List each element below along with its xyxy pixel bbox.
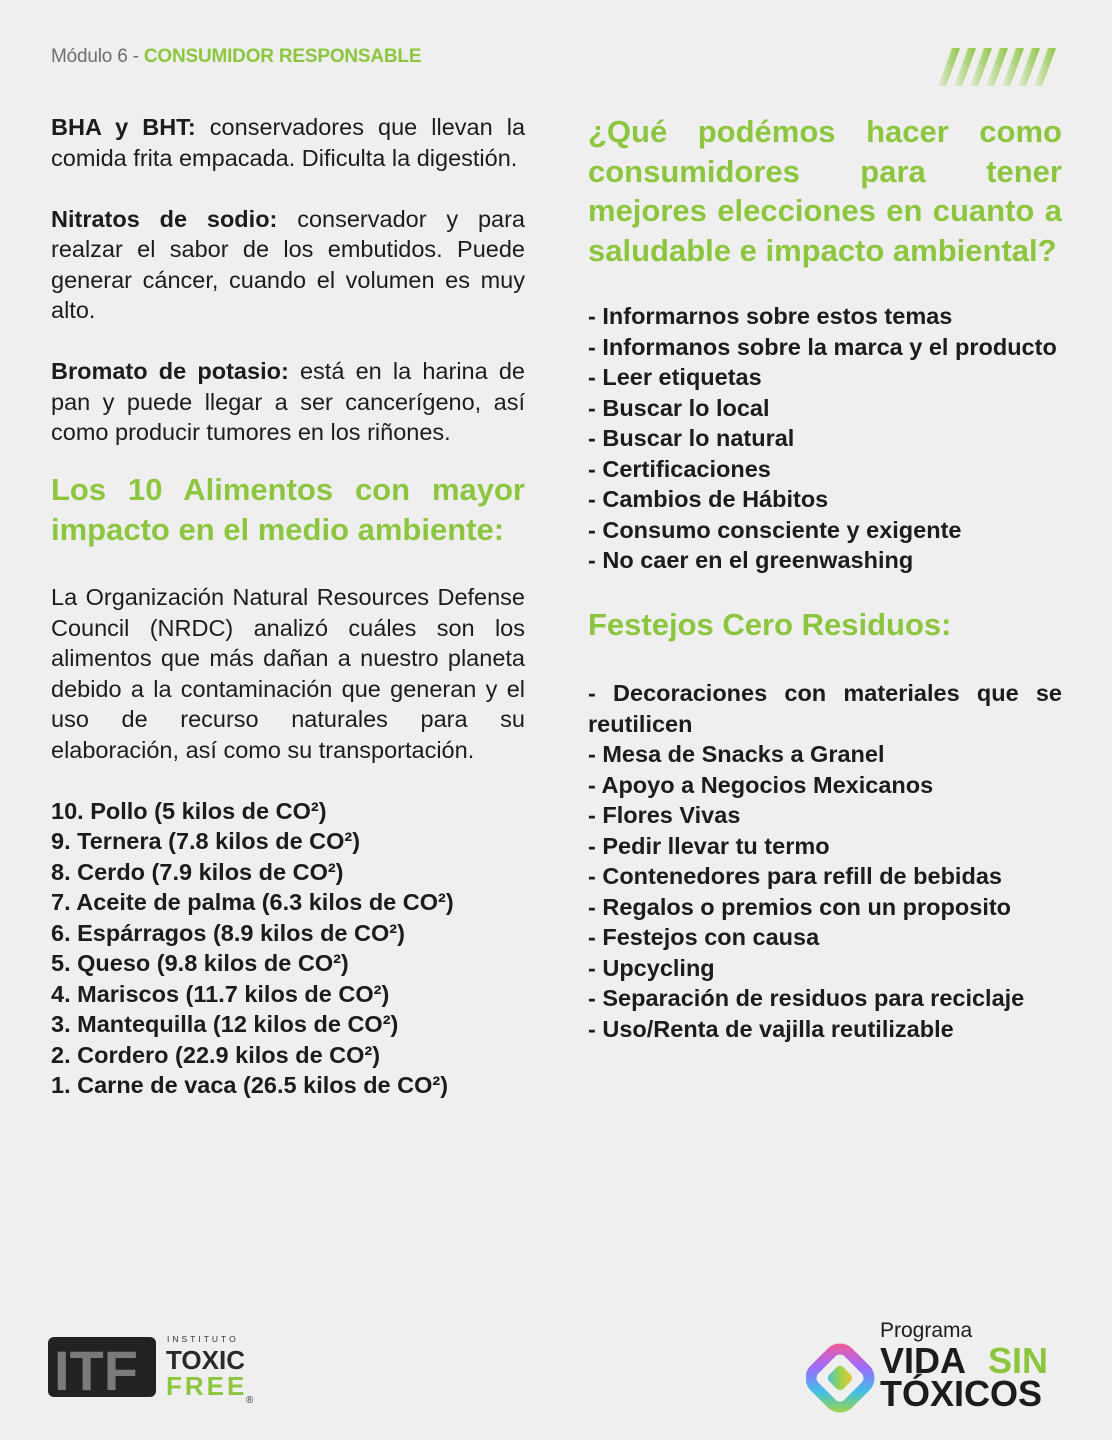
svg-text:®: ®: [246, 1395, 254, 1406]
decorative-stripes-icon: [924, 48, 1064, 86]
svg-text:SIN: SIN: [988, 1340, 1049, 1381]
additive-bha-bht: BHA y BHT: conservadores que llevan la comida frita empacada. Dificulta la digestión.: [51, 114, 526, 171]
list-item: - Buscar lo local: [588, 394, 770, 421]
list-item: - Apoyo a Negocios Mexicanos: [588, 771, 934, 798]
left-column: [51, 112, 525, 1101]
list-item: - Pedir llevar tu termo: [588, 832, 830, 859]
list-item: 10. Pollo (5 kilos de CO²): [51, 797, 327, 824]
svg-text:ITF: ITF: [54, 1339, 138, 1402]
list-item: - Mesa de Snacks a Granel: [588, 741, 885, 767]
vida-sin-toxicos-logo: [806, 1318, 1076, 1414]
list-item: 9. Ternera (7.8 kilos de CO²): [51, 828, 361, 854]
party-list: [588, 678, 1062, 1044]
list-item: - No caer en el greenwashing: [588, 547, 914, 573]
list-item: - Certificaciones: [588, 455, 771, 482]
list-item: - Separación de residuos para reciclaje: [588, 985, 1025, 1011]
svg-text:VIDA: VIDA: [880, 1340, 967, 1381]
list-item: - Buscar lo natural: [588, 425, 795, 451]
svg-text:FREE: FREE: [166, 1371, 248, 1401]
list-item: 4. Mariscos (11.7 kilos de CO²): [51, 980, 390, 1007]
right-column: [588, 112, 1062, 1044]
list-item: - Festejos con causa: [588, 924, 820, 950]
list-item: - Decoraciones con materiales que se reutilicen: [588, 680, 1062, 737]
module-separator: -: [127, 46, 144, 67]
list-item: 5. Queso (9.8 kilos de CO²): [51, 950, 349, 976]
module-label: Módulo 6: [51, 46, 128, 67]
svg-text:Programa: Programa: [880, 1319, 973, 1342]
list-item: - Flores Vivas: [588, 802, 741, 828]
list-item: 7. Aceite de palma (6.3 kilos de CO²): [51, 889, 454, 915]
list-item: - Uso/Renta de vajilla reutilizable: [588, 1015, 954, 1042]
list-item: - Leer etiquetas: [588, 364, 762, 390]
list-item: - Consumo consciente y exigente: [588, 516, 962, 543]
list-item: - Informanos sobre la marca y el producto: [588, 333, 1057, 360]
list-item: 2. Cordero (22.9 kilos de CO²): [51, 1041, 381, 1068]
additive-bromato: Bromato de potasio: está en la harina de pan y puede llegar a ser cancerígeno, así como producir tumores en los riñones.: [51, 358, 526, 445]
list-item: - Upcycling: [588, 954, 715, 981]
section-title: CONSUMIDOR RESPONSABLE: [143, 46, 422, 67]
list-item: - Regalos o premios con un proposito: [588, 893, 1012, 920]
actions-list: [588, 301, 1062, 576]
question-heading: ¿Qué podémos hacer como consumidores para tener mejores elecciones en cuanto a saludable e impacto ambiental?: [588, 114, 1062, 268]
list-item: 1. Carne de vaca (26.5 kilos de CO²): [51, 1072, 449, 1098]
list-item: - Contenedores para refill de bebidas: [588, 863, 1002, 889]
itf-toxic-free-logo: [46, 1331, 266, 1409]
list-item: - Cambios de Hábitos: [588, 486, 829, 512]
list-item: 3. Mantequilla (12 kilos de CO²): [51, 1011, 399, 1037]
additive-nitratos: Nitratos de sodio: conservador y para realzar el sabor de los embutidos. Puede generar cáncer, cuando el volumen es muy alto.: [51, 205, 525, 323]
foods-heading: Los 10 Alimentos con mayor impacto en el medio ambiente:: [51, 472, 525, 547]
list-item: 8. Cerdo (7.9 kilos de CO²): [51, 858, 344, 885]
foods-intro: La Organización Natural Resources Defense Council (NRDC) analizó cuáles son los alimentos que más dañan a nuestro planeta debido a la contaminación que generan y el uso de recurso naturales para su elaboración, así como su transportación.: [51, 584, 525, 763]
list-item: - Informarnos sobre estos temas: [588, 303, 953, 329]
foods-list: [51, 796, 525, 1101]
module-header: [51, 46, 421, 68]
svg-text:TOXIC: TOXIC: [166, 1345, 245, 1375]
svg-text:INSTITUTO: INSTITUTO: [167, 1334, 239, 1344]
list-item: 6. Espárragos (8.9 kilos de CO²): [51, 919, 405, 946]
party-heading: Festejos Cero Residuos:: [588, 606, 952, 642]
svg-text:TÓXICOS: TÓXICOS: [880, 1373, 1043, 1414]
